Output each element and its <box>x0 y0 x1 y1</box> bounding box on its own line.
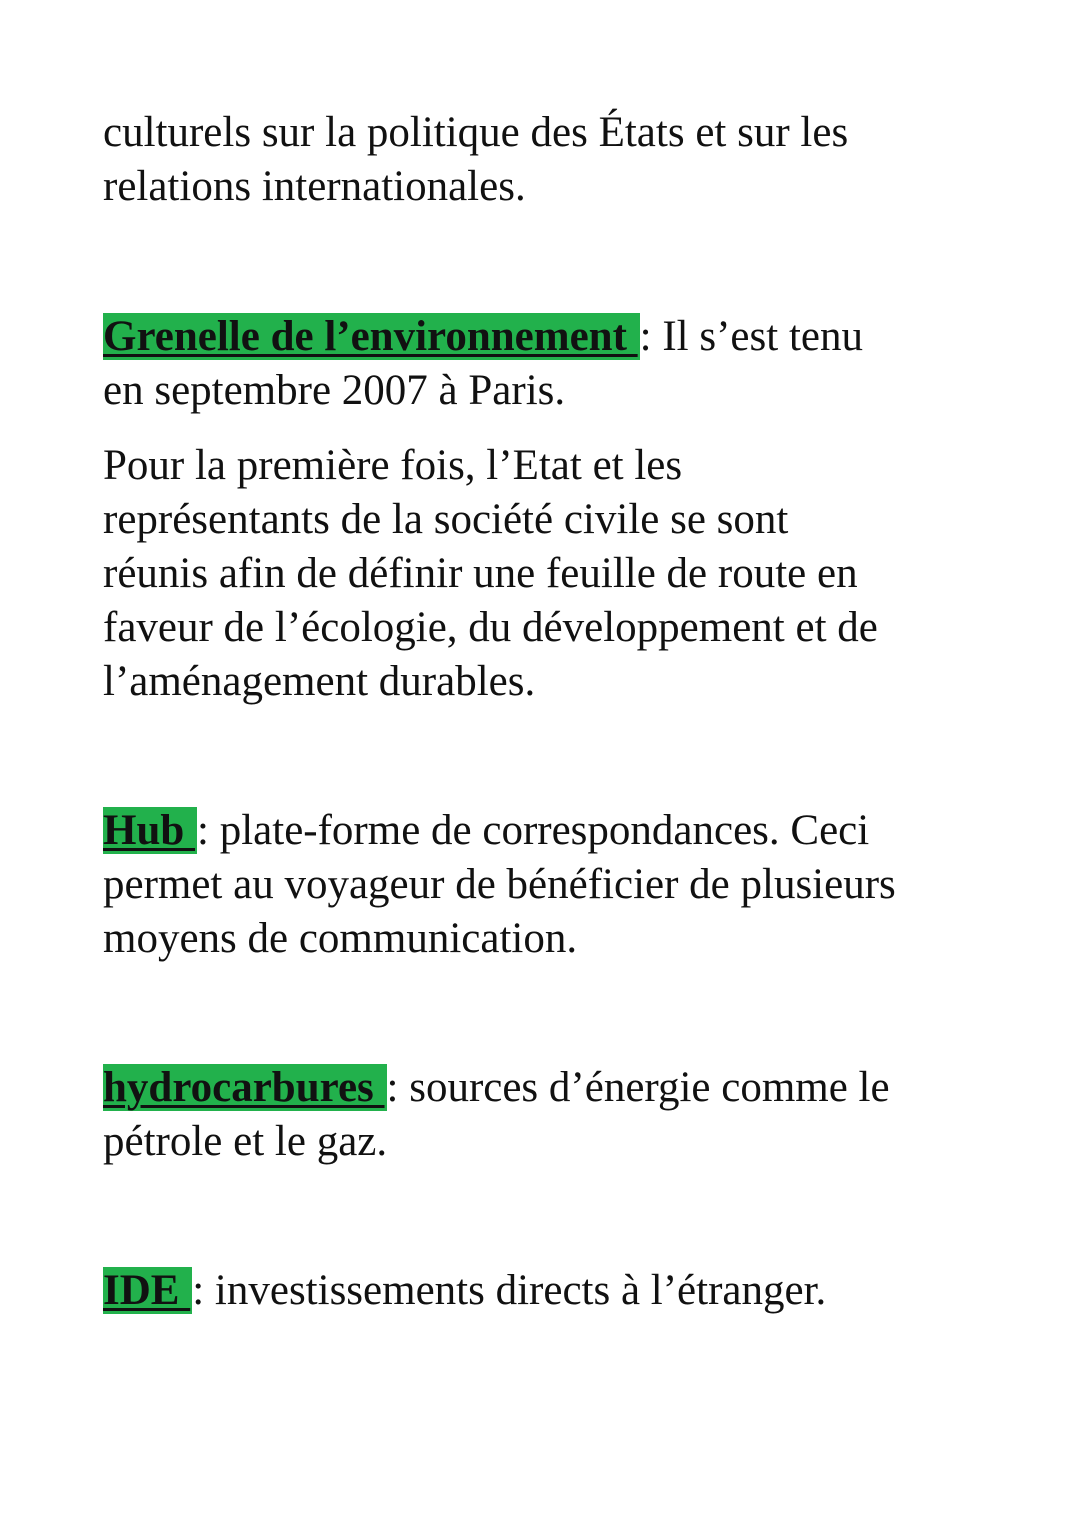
definition-line: permet au voyageur de bénéficier de plusieurs <box>103 861 896 908</box>
paragraph-line: faveur de l’écologie, du développement et de <box>103 604 878 651</box>
intro-line: culturels sur la politique des États et sur les <box>103 109 849 156</box>
glossary-term: hydrocarbures <box>103 1064 385 1111</box>
definition-text: : Il s’est tenu <box>639 313 863 360</box>
glossary-entry-hydrocarbures <box>103 1061 890 1115</box>
definition-line: en septembre 2007 à Paris. <box>103 367 566 414</box>
definition-line: pétrole et le gaz. <box>103 1118 388 1165</box>
definition-line: moyens de communication. <box>103 915 578 962</box>
paragraph-line: représentants de la société civile se sont <box>103 496 789 543</box>
glossary-entry-ide <box>103 1264 826 1318</box>
definition-text: : sources d’énergie comme le <box>386 1064 890 1111</box>
glossary-entry-hub <box>103 804 869 858</box>
glossary-entry-grenelle <box>103 310 863 364</box>
definition-text: : plate-forme de correspondances. Ceci <box>197 807 870 854</box>
glossary-term: Hub <box>103 807 196 854</box>
glossary-term: IDE <box>103 1267 191 1314</box>
definition-text: : investissements directs à l’étranger. <box>192 1267 827 1314</box>
glossary-term: Grenelle de l’environnement <box>103 313 638 360</box>
paragraph-line: Pour la première fois, l’Etat et les <box>103 442 683 489</box>
intro-line: relations internationales. <box>103 163 526 210</box>
paragraph-line: l’aménagement durables. <box>103 658 536 705</box>
paragraph-line: réunis afin de définir une feuille de route en <box>103 550 858 597</box>
